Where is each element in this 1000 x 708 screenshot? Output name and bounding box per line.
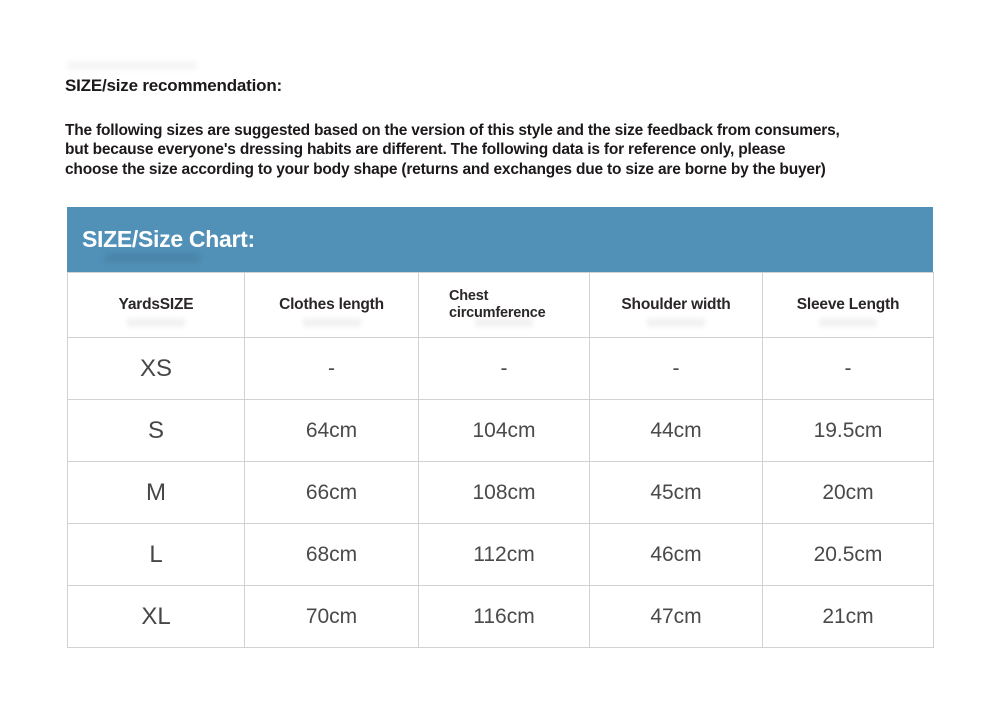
chest-cell: 104cm: [419, 400, 590, 462]
size-cell: S: [68, 400, 245, 462]
clothes-length-cell: -: [245, 338, 419, 400]
size-recommendation-heading: SIZE/size recommendation:: [65, 76, 282, 95]
clothes-length-cell: 68cm: [245, 524, 419, 586]
shoulder-cell: 44cm: [590, 400, 763, 462]
size-cell: XL: [68, 586, 245, 648]
size-chart-title: SIZE/Size Chart:: [82, 226, 255, 252]
shoulder-cell: 46cm: [590, 524, 763, 586]
size-chart-banner: [67, 207, 933, 272]
table-header-row: [68, 273, 934, 338]
table-row-m: [68, 462, 934, 524]
intro-line: The following sizes are suggested based on the version of this style and the size feedback from consumers,: [65, 122, 840, 139]
shoulder-cell: 47cm: [590, 586, 763, 648]
table-row-l: [68, 524, 934, 586]
sleeve-cell: -: [763, 338, 934, 400]
table-row-s: [68, 400, 934, 462]
clothes-length-cell: 70cm: [245, 586, 419, 648]
table-row-xl: [68, 586, 934, 648]
sleeve-cell: 20cm: [763, 462, 934, 524]
size-chart-section: [67, 207, 933, 648]
sleeve-cell: 19.5cm: [763, 400, 934, 462]
table-row-xs: [68, 338, 934, 400]
size-cell: M: [68, 462, 245, 524]
intro-line: but because everyone's dressing habits are different. The following data is for reference only, please: [65, 141, 786, 159]
shoulder-cell: -: [590, 338, 763, 400]
header-shoulder-width: Shoulder width: [590, 273, 763, 338]
size-recommendation-paragraph: [65, 121, 840, 179]
header-chest-circumference-label: Chest circumference: [449, 288, 546, 321]
header-yards-size: YardsSIZE: [68, 273, 245, 338]
header-clothes-length: Clothes length: [245, 273, 419, 338]
chest-cell: 112cm: [419, 524, 590, 586]
sleeve-cell: 20.5cm: [763, 524, 934, 586]
clothes-length-cell: 66cm: [245, 462, 419, 524]
size-table: [67, 272, 934, 648]
header-sleeve-length: Sleeve Length: [763, 273, 934, 338]
header-chest-circumference: [419, 273, 590, 338]
intro-line: choose the size according to your body shape (returns and exchanges due to size are borne by the buyer): [65, 160, 826, 178]
chest-cell: -: [419, 338, 590, 400]
chest-cell: 116cm: [419, 586, 590, 648]
sleeve-cell: 21cm: [763, 586, 934, 648]
shoulder-cell: 45cm: [590, 462, 763, 524]
clothes-length-cell: 64cm: [245, 400, 419, 462]
size-cell: L: [68, 524, 245, 586]
chest-cell: 108cm: [419, 462, 590, 524]
size-cell: XS: [68, 338, 245, 400]
